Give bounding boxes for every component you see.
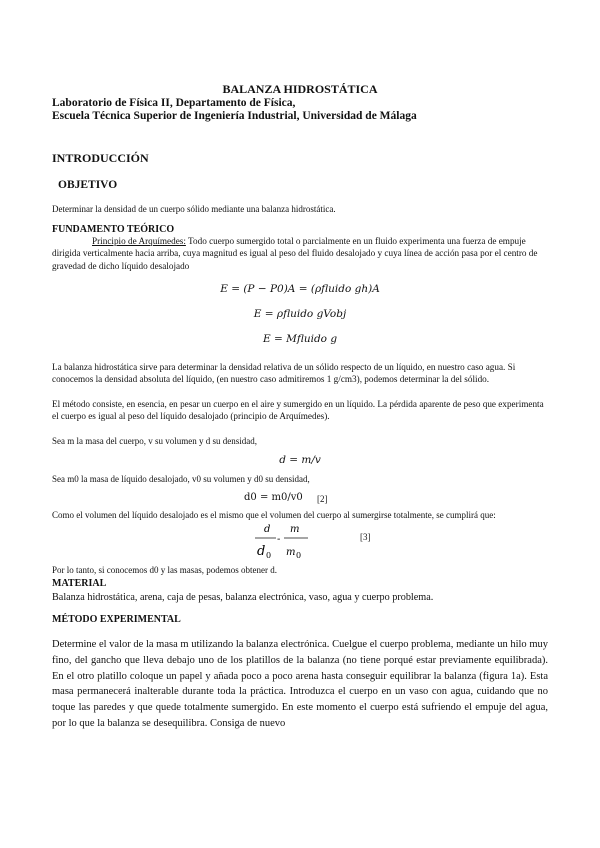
material-heading: MATERIAL (52, 578, 107, 589)
metodo-heading: MÉTODO EXPERIMENTAL (52, 614, 181, 625)
svg-text:0: 0 (266, 551, 272, 560)
sea-m-text: Sea m la masa del cuerpo, v su volumen y d su densidad, (52, 436, 257, 446)
svg-text:d: d (257, 544, 266, 559)
sea-m0-text: Sea m0 la masa de líquido desalojado, v0 su volumen y d0 su densidad, (52, 474, 310, 484)
svg-text:d: d (264, 524, 271, 535)
como-text: Como el volumen del líquido desalojado es el mismo que el volumen del cuerpo al sumergirse totalmente, se cumplirá que: (52, 510, 496, 520)
svg-text:m: m (290, 524, 300, 535)
intro-heading: INTRODUCCIÓN (52, 151, 149, 165)
objetivo-text: Determinar la densidad de un cuerpo sólido mediante una balanza hidrostática. (52, 204, 336, 214)
principio-paragraph (52, 235, 544, 272)
equation-d0-ref: [2] (317, 494, 328, 504)
equation-ratio (250, 520, 340, 562)
equation-1: E = (P − P0)A = (ρfluido gh)A (220, 283, 380, 295)
equation-ratio-ref: [3] (360, 532, 371, 542)
material-text: Balanza hidrostática, arena, caja de pesas, balanza electrónica, vaso, agua y cuerpo problema. (52, 592, 434, 603)
header-lab: Laboratorio de Física II, Departamento de Física, (52, 97, 296, 109)
paragraph-metodo-consiste: El método consiste, en esencia, en pesar un cuerpo en el aire y sumergido en un líquido. La pérdida aparente de peso que experimenta el cuerpo es igual al peso del líquido desalojado (principio de Arquímedes). (52, 399, 544, 422)
equation-d: d = m/v (279, 454, 321, 466)
header-school: Escuela Técnica Superior de Ingeniería Industrial, Universidad de Málaga (52, 110, 417, 122)
fundamento-heading: FUNDAMENTO TEÓRICO (52, 224, 175, 235)
svg-text:-: - (277, 534, 281, 545)
equation-3: E = Mfluido g (262, 333, 338, 345)
por-lo-tanto-text: Por lo tanto, si conocemos d0 y las masas, podemos obtener d. (52, 565, 277, 575)
objetivo-heading: OBJETIVO (58, 179, 118, 191)
svg-text:m: m (286, 547, 296, 558)
metodo-paragraph: Determine el valor de la masa m utilizando la balanza electrónica. Cuelgue el cuerpo problema, mediante un hilo muy fino, del gancho que lleva debajo uno de los platillos de la balanza (no tiene porqué estar previamente equilibrada). En el otro platillo coloque un papel y añada poco a poco arena hasta conseguir equilibrar la balanza (figura 1a). Esta masa permanecerá inalterable durante toda la práctica. Introduzca el cuerpo en un vaso con agua, cuidando que no toque las paredes y que quede totalmente sumergido. En este momento el cuerpo está sufriendo el empuje del agua, por lo que la balanza se desequilibra. Consiga de nuevo (52, 639, 548, 729)
paragraph-balanza: La balanza hidrostática sirve para determinar la densidad relativa de un sólido respecto de un líquido, en nuestro caso agua. Si conocemos la densidad absoluta del líquido, (en nuestro caso admitiremos 1 g/cm3), podemos determinar la del sólido. (52, 362, 516, 385)
equation-2: E = ρfluido gVobj (253, 308, 347, 320)
equation-d0: d0 = m0/v0 (244, 492, 303, 503)
document-title: BALANZA HIDROSTÁTICA (222, 82, 378, 96)
svg-text:0: 0 (296, 551, 302, 560)
principio-label: Principio de Arquímedes: (92, 236, 186, 246)
principio-text: Todo cuerpo sumergido total o parcialmente en un fluido experimenta una fuerza de empuje dirigida verticalmente hacia arriba, cuya magnitud es igual al peso del fluido desalojado y cuya línea de acción pasa por el centro de gravedad de dicho líquido desalojado (52, 236, 538, 271)
